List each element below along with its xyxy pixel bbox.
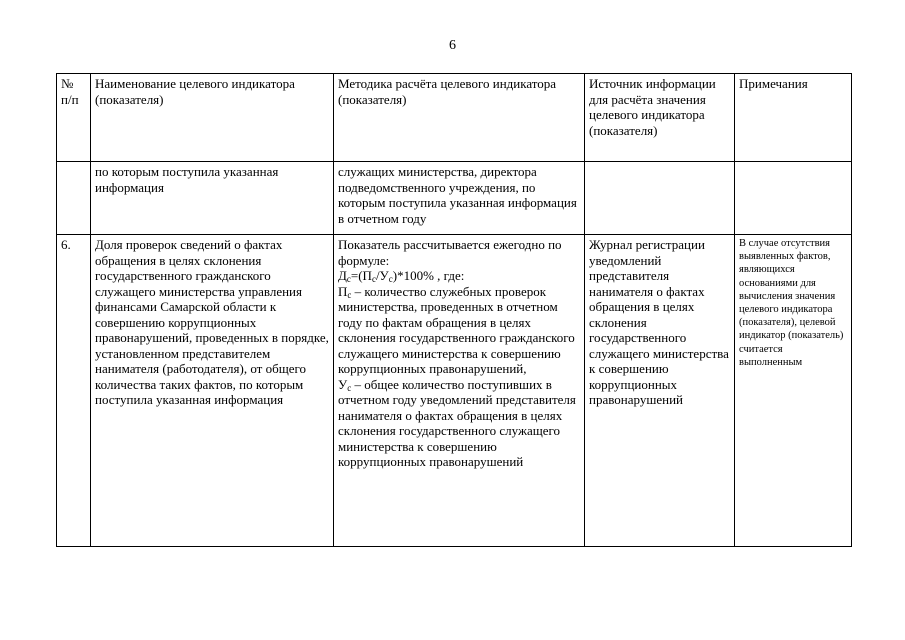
cell-source: Журнал регистрации уведомлений представителя нанимателя о фактах обращения в целях склонения государственного служащего министерства к совершению коррупционных правонарушений bbox=[585, 235, 735, 547]
cell-source bbox=[585, 162, 735, 235]
header-note: Примечания bbox=[735, 74, 852, 162]
header-name: Наименование целевого индикатора (показателя) bbox=[91, 74, 334, 162]
cell-note: В случае отсутствия выявленных фактов, являющихся основаниями для вычисления значения целевого индикатора (показателя), целевой индикатор (показатель) считается выполненным bbox=[735, 235, 852, 547]
header-method: Методика расчёта целевого индикатора (показателя) bbox=[334, 74, 585, 162]
method-u-definition: $У_с$ – общее количество поступивших в отчетном году уведомлений представителя нанимателя о фактах обращения в целях склонения государственного служащего министерства к совершению коррупционных правонарушений bbox=[338, 376, 576, 469]
cell-name: Доля проверок сведений о фактах обращения в целях склонения государственного гражданского служащего министерства управления финансами Самарской области к совершению коррупционных правонарушений, проведенных в порядке, установленном представителем нанимателя (работодателя), от общего количества таких фактов, по которым поступила указанная информация bbox=[91, 235, 334, 547]
indicators-table bbox=[56, 73, 852, 547]
header-source: Источник информации для расчёта значения целевого индикатора (показателя) bbox=[585, 74, 735, 162]
header-num: № п/п bbox=[57, 74, 91, 162]
table-row bbox=[57, 162, 852, 235]
cell-num bbox=[57, 162, 91, 235]
cell-note bbox=[735, 162, 852, 235]
cell-method bbox=[334, 235, 585, 547]
cell-num: 6. bbox=[57, 235, 91, 547]
cell-name: по которым поступила указанная информация bbox=[91, 162, 334, 235]
method-p-definition: $П_с$ – количество служебных проверок министерства, проведенных в отчетном году по фактам обращения в целях склонения государственного гражданского служащего министерства к совершению коррупционных правонарушений, bbox=[338, 283, 575, 376]
method-intro: Показатель рассчитывается ежегодно по формуле: bbox=[338, 237, 562, 268]
table-row bbox=[57, 235, 852, 547]
cell-method: служащих министерства, директора подведомственного учреждения, по которым поступила указанная информация в отчетном году bbox=[334, 162, 585, 235]
page-number: 6 bbox=[449, 38, 456, 53]
method-formula: $Д_с=(П_с/У_с)*100\%$ , где: bbox=[338, 268, 465, 284]
table-header-row bbox=[57, 74, 852, 162]
